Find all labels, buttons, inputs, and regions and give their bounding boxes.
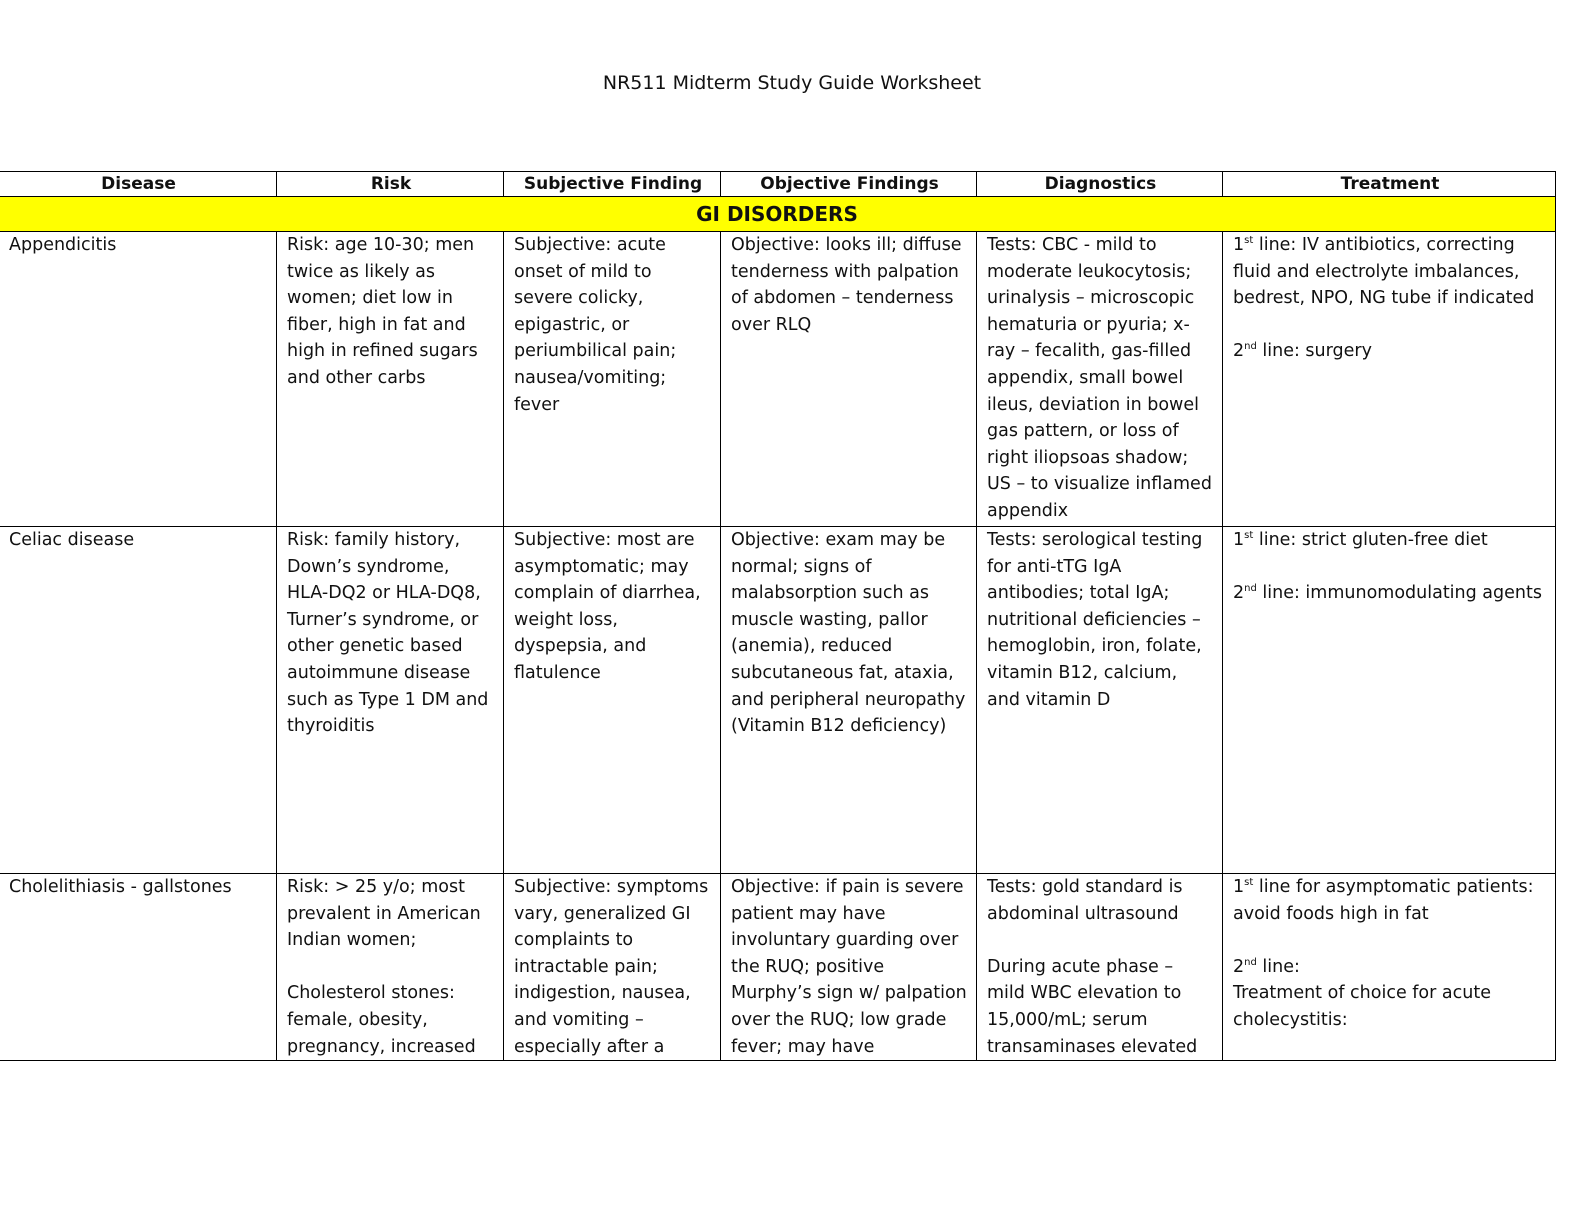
header-disease: Disease [0, 172, 277, 197]
treatment-second-line [1233, 580, 1547, 607]
study-guide-table [0, 171, 1556, 1061]
ordinal-number: 2 [1233, 341, 1245, 362]
disease-cell: Cholelithiasis - gallstones [0, 874, 277, 1061]
header-subjective: Subjective Finding [504, 172, 721, 197]
treatment-second-line [1233, 954, 1547, 981]
header-row [0, 172, 1556, 197]
table-row [0, 527, 1556, 874]
diagnostics-cell [977, 874, 1223, 1061]
treatment-text: line: immunomodulating agents [1256, 583, 1542, 604]
ordinal-number: 1 [1233, 530, 1245, 550]
table-row [0, 874, 1556, 1061]
disease-cell: Celiac disease [0, 527, 277, 874]
ordinal-suffix: st [1244, 530, 1254, 541]
treatment-cell [1223, 232, 1556, 527]
treatment-first-line [1233, 874, 1547, 927]
header-objective: Objective Findings [721, 172, 977, 197]
header-diagnostics: Diagnostics [977, 172, 1223, 197]
disease-cell: Appendicitis [0, 232, 277, 527]
objective-cell: Objective: looks ill; diffuse tenderness with palpation of abdomen – tenderness over RLQ [721, 232, 977, 527]
ordinal-number: 1 [1233, 235, 1245, 255]
ordinal-suffix: nd [1244, 583, 1257, 595]
treatment-cell [1223, 874, 1556, 1061]
objective-cell: Objective: exam may be normal; signs of malabsorption such as muscle wasting, pallor (anemia), reduced subcutaneous fat, ataxia, and peripheral neuropathy (Vitamin B12 deficiency) [721, 527, 977, 874]
diagnostics-cell: Tests: CBC - mild to moderate leukocytosis; urinalysis – microscopic hematuria or pyuria; x-ray – fecalith, gas-filled appendix, small bowel ileus, deviation in bowel gas pattern, or loss of right iliopsoas shadow; US – to visualize inflamed appendix [977, 232, 1223, 527]
treatment-note: Treatment of choice for acute cholecystitis: [1233, 983, 1497, 1030]
subjective-cell: Subjective: acute onset of mild to severe colicky, epigastric, or periumbilical pain; nausea/vomiting; fever [504, 232, 721, 527]
treatment-cell [1223, 527, 1556, 874]
risk-cell: Risk: family history, Down’s syndrome, HLA-DQ2 or HLA-DQ8, Turner’s syndrome, or other genetic based autoimmune disease such as Type 1 DM and thyroiditis [277, 527, 504, 874]
ordinal-suffix: st [1244, 877, 1254, 888]
section-gi-disorders: GI DISORDERS [0, 197, 1556, 232]
treatment-text: line: surgery [1256, 341, 1372, 362]
treatment-first-line [1233, 527, 1547, 554]
ordinal-suffix: st [1244, 235, 1254, 246]
treatment-text: line: [1256, 956, 1300, 977]
ordinal-suffix: nd [1244, 341, 1257, 353]
risk-paragraph: Risk: > 25 y/o; most prevalent in American Indian women; [287, 877, 487, 951]
page-title: NR511 Midterm Study Guide Worksheet [602, 72, 982, 94]
diagnostics-paragraph: During acute phase – mild WBC elevation to 15,000/mL; serum transaminases elevated [987, 956, 1198, 1057]
subjective-cell: Subjective: symptoms vary, generalized GI complaints to intractable pain; indigestion, nausea, and vomiting – especially after a [504, 874, 721, 1061]
table-row [0, 232, 1556, 527]
section-row [0, 197, 1556, 232]
header-risk: Risk [277, 172, 504, 197]
treatment-second-line [1233, 338, 1547, 365]
treatment-text: line: strict gluten-free diet [1253, 530, 1488, 550]
header-treatment: Treatment [1223, 172, 1556, 197]
ordinal-number: 2 [1233, 583, 1245, 604]
risk-cell [277, 874, 504, 1061]
objective-cell: Objective: if pain is severe patient may have involuntary guarding over the RUQ; positive Murphy’s sign w/ palpation over the RUQ; low grade fever; may have [721, 874, 977, 1061]
risk-cell: Risk: age 10-30; men twice as likely as women; diet low in fiber, high in fat and high in refined sugars and other carbs [277, 232, 504, 527]
treatment-text: line for asymptomatic patients: avoid foods high in fat [1233, 877, 1540, 924]
ordinal-number: 1 [1233, 877, 1245, 897]
treatment-text: line: IV antibiotics, correcting fluid and electrolyte imbalances, bedrest, NPO, NG tube if indicated [1233, 235, 1535, 309]
diagnostics-cell: Tests: serological testing for anti-tTG IgA antibodies; total IgA; nutritional deficiencies – hemoglobin, iron, folate, vitamin B12, calcium, and vitamin D [977, 527, 1223, 874]
diagnostics-paragraph: Tests: gold standard is abdominal ultrasound [987, 877, 1189, 924]
risk-paragraph: Cholesterol stones: female, obesity, pregnancy, increased [287, 983, 476, 1057]
treatment-first-line [1233, 232, 1547, 312]
subjective-cell: Subjective: most are asymptomatic; may complain of diarrhea, weight loss, dyspepsia, and flatulence [504, 527, 721, 874]
ordinal-number: 2 [1233, 956, 1245, 977]
ordinal-suffix: nd [1244, 956, 1257, 968]
